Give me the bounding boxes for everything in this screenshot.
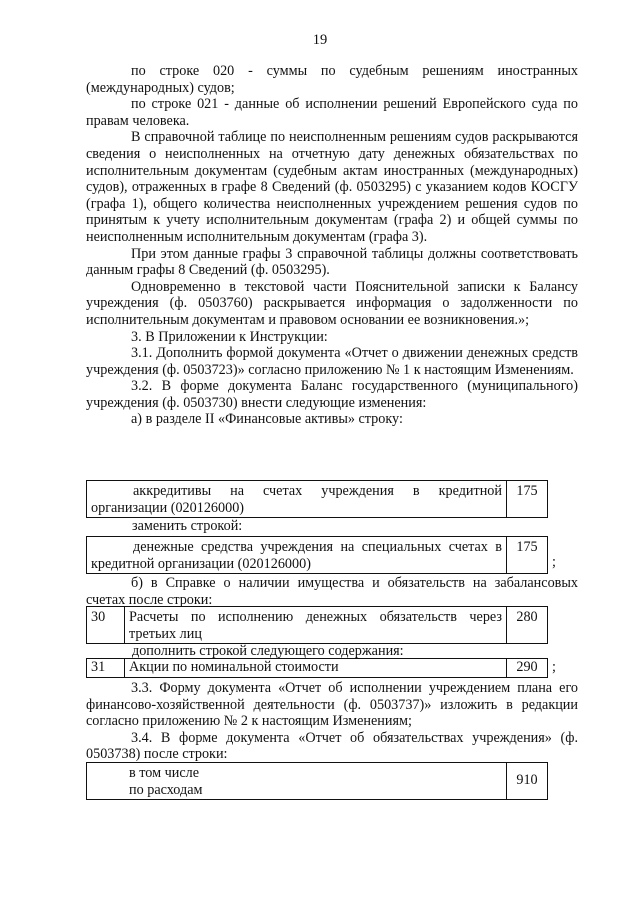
row-text <box>87 763 507 799</box>
paragraph: б) в Справке о наличии имущества и обязательств на забалансовых счетах после строки: <box>86 575 578 608</box>
table-row-910 <box>86 762 548 800</box>
row-code: 910 <box>516 772 538 788</box>
row-text: Акции по номинальной стоимости <box>125 659 507 677</box>
row-code: 175 <box>516 539 538 555</box>
table-row-new <box>86 536 548 574</box>
row-code: 290 <box>516 659 538 675</box>
row-line: по расходам <box>129 781 203 798</box>
row-text: аккредитивы на счетах учреждения в кредитной организации (020126000) <box>87 481 507 517</box>
row-code: 175 <box>516 483 538 499</box>
row-number: 31 <box>87 659 125 677</box>
paragraph: 3. В Приложении к Инструкции: <box>131 328 328 345</box>
body-text-top <box>86 63 578 428</box>
paragraph: При этом данные графы 3 справочной таблицы должны соответствовать данным графы 8 Сведений (ф. 0503295). <box>86 245 578 279</box>
page-number: 19 <box>312 32 328 48</box>
paragraph: В справочной таблице по неисполненным решениям судов раскрываются сведения о неисполненных на отчетную дату денежных обязательствах по исполнительным документам (судебным актам иностранных (международных) судов), отраженных в графе 8 Сведений (ф. 0503295) с указанием кодов КОСГУ (графа 1), общего количества неисполненных учреждением решения судов по принятым к учету исполнительным документам (графа 2) и общей суммы по неисполненным исполнительным документам (графа 3). <box>86 129 578 245</box>
paragraph: 3.1. Дополнить формой документа «Отчет о движении денежных средств учреждения (ф. 0503723)» согласно приложению № 1 к настоящим Изменениям. <box>86 345 578 378</box>
row-text: Расчеты по исполнению денежных обязательств через третьих лиц <box>125 607 507 643</box>
row-line: в том числе <box>129 765 200 781</box>
replace-label: заменить строкой: <box>132 518 243 534</box>
row-code: 280 <box>516 609 538 625</box>
paragraph: а) в разделе II «Финансовые активы» строку: <box>131 411 403 428</box>
body-text-bottom <box>86 680 578 763</box>
table-row-30 <box>86 606 548 644</box>
row-text: денежные средства учреждения на специальных счетах в кредитной организации (020126000) <box>87 537 507 573</box>
paragraph: по строке 021 - данные об исполнении решений Европейского суда по правам человека. <box>86 96 578 129</box>
row-number: 30 <box>87 607 125 643</box>
b-paragraph-wrap <box>86 575 578 608</box>
paragraph: 3.4. В форме документа «Отчет об обязательствах учреждения» (ф. 0503738) после строки: <box>86 729 578 763</box>
paragraph: по строке 020 - суммы по судебным решениям иностранных (международных) судов; <box>86 63 578 96</box>
semicolon: ; <box>552 659 556 675</box>
paragraph: 3.3. Форму документа «Отчет об исполнении учреждением плана его финансово-хозяйственной деятельности (ф. 0503737)» изложить в редакции согласно приложению № 2 к настоящим Изменениям; <box>86 680 578 730</box>
add-label: дополнить строкой следующего содержания: <box>132 643 404 659</box>
table-row-31 <box>86 658 548 678</box>
paragraph: 3.2. В форме документа Баланс государственного (муниципального) учреждения (ф. 0503730) внести следующие изменения: <box>86 378 578 411</box>
table-row-old <box>86 480 548 518</box>
paragraph: Одновременно в текстовой части Пояснительной записки к Балансу учреждения (ф. 0503760) раскрывается информация о задолженности по исполнительным документам и правовом основании ее возникновения.»; <box>86 278 578 328</box>
semicolon: ; <box>552 554 556 570</box>
